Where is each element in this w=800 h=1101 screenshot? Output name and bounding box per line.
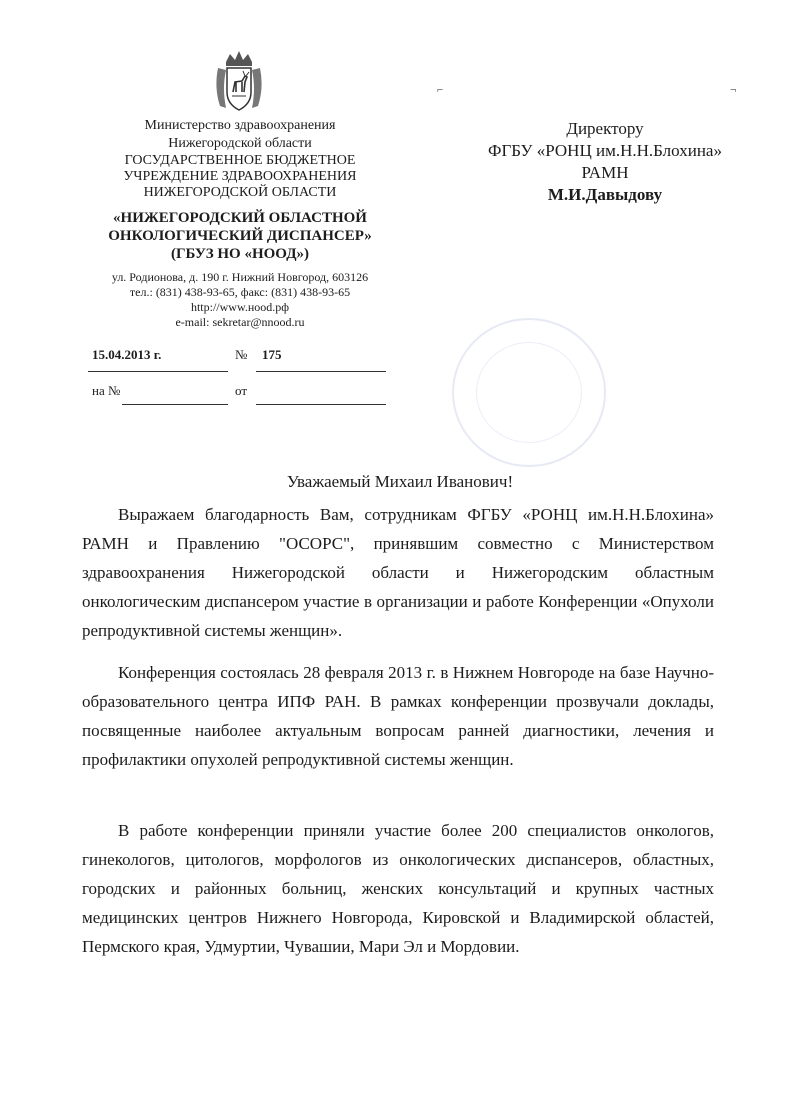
institution-line-3: НИЖЕГОРОДСКОЙ ОБЛАСТИ <box>143 185 337 200</box>
email: e-mail: sekretar@nnood.ru <box>175 315 305 329</box>
institution-type <box>92 153 388 201</box>
paragraph-3: В работе конференции приняли участие более 200 специалистов онкологов, гинекологов, цитологов, морфологов из онкологических диспансеров, областных, городских и районных больниц, женских консультаций и крупных частных медицинских центров Нижнего Новгорода, Кировской и Владимирской областей, Пермского края, Удмуртии, Чувашии, Мари Эл и Мордовии. <box>82 821 714 956</box>
from-underline <box>256 404 386 405</box>
website: http://www.нood.рф <box>190 300 290 314</box>
contact-block <box>92 270 388 330</box>
phone-fax: тел.: (831) 438-93-65, факс: (831) 438-93-65 <box>129 285 351 299</box>
reference-underline <box>122 404 228 405</box>
addressee-academy: РАМН <box>581 163 629 182</box>
outgoing-number: 175 <box>262 347 282 362</box>
paragraph-1: Выражаем благодарность Вам, сотрудникам ФГБУ «РОНЦ им.Н.Н.Блохина» РАМН и Правлению "ОСОРС", принявшим совместно с Министерством здравоохранения Нижегородской области и Нижегородским областным онкологическим диспансером участие в организации и работе Конференции «Опухоли репродуктивной системы женщин». <box>82 505 714 640</box>
institution-line-1: ГОСУДАРСТВЕННОЕ БЮДЖЕТНОЕ <box>124 153 356 168</box>
addressee-block <box>440 118 770 206</box>
corner-mark-right: ¬ <box>730 84 737 96</box>
paragraph-2: Конференция состоялась 28 февраля 2013 г. в Нижнем Новгороде на базе Научно-образовательного центра ИПФ РАН. В рамках конференции прозвучали доклады, посвященные наиболее актуальным вопросам ранней диагностики, лечения и профилактики опухолей репродуктивной системы женщин. <box>82 663 714 769</box>
institution-name-line-1: «НИЖЕГОРОДСКИЙ ОБЛАСТНОЙ <box>113 210 367 226</box>
date-underline <box>88 371 228 372</box>
outgoing-date: 15.04.2013 г. <box>92 347 162 362</box>
addressee-name: М.И.Давыдову <box>547 185 663 204</box>
from-label: от <box>235 383 248 398</box>
number-underline <box>256 371 386 372</box>
ministry-name <box>92 117 388 153</box>
number-label: № <box>235 347 248 362</box>
institution-line-2: УЧРЕЖДЕНИЕ ЗДРАВООХРАНЕНИЯ <box>123 169 357 184</box>
faint-stamp-mark <box>452 318 606 467</box>
institution-name <box>92 209 388 263</box>
coat-of-arms-icon <box>212 48 266 116</box>
institution-name-line-3: (ГБУЗ НО «НООД») <box>170 246 310 262</box>
addressee-title: Директору <box>566 119 644 138</box>
institution-name-line-2: ОНКОЛОГИЧЕСКИЙ ДИСПАНСЕР» <box>108 228 372 244</box>
corner-mark-left: ⌐ <box>437 84 444 96</box>
greeting: Уважаемый Михаил Иванович! <box>286 472 514 491</box>
ministry-line-1: Министерство здравоохранения <box>144 118 336 133</box>
postal-address: ул. Родионова, д. 190 г. Нижний Новгород, 603126 <box>111 270 369 284</box>
ministry-line-2: Нижегородской области <box>168 136 312 151</box>
reference-label: на № <box>92 383 121 398</box>
addressee-organization: ФГБУ «РОНЦ им.Н.Н.Блохина» <box>488 141 722 160</box>
